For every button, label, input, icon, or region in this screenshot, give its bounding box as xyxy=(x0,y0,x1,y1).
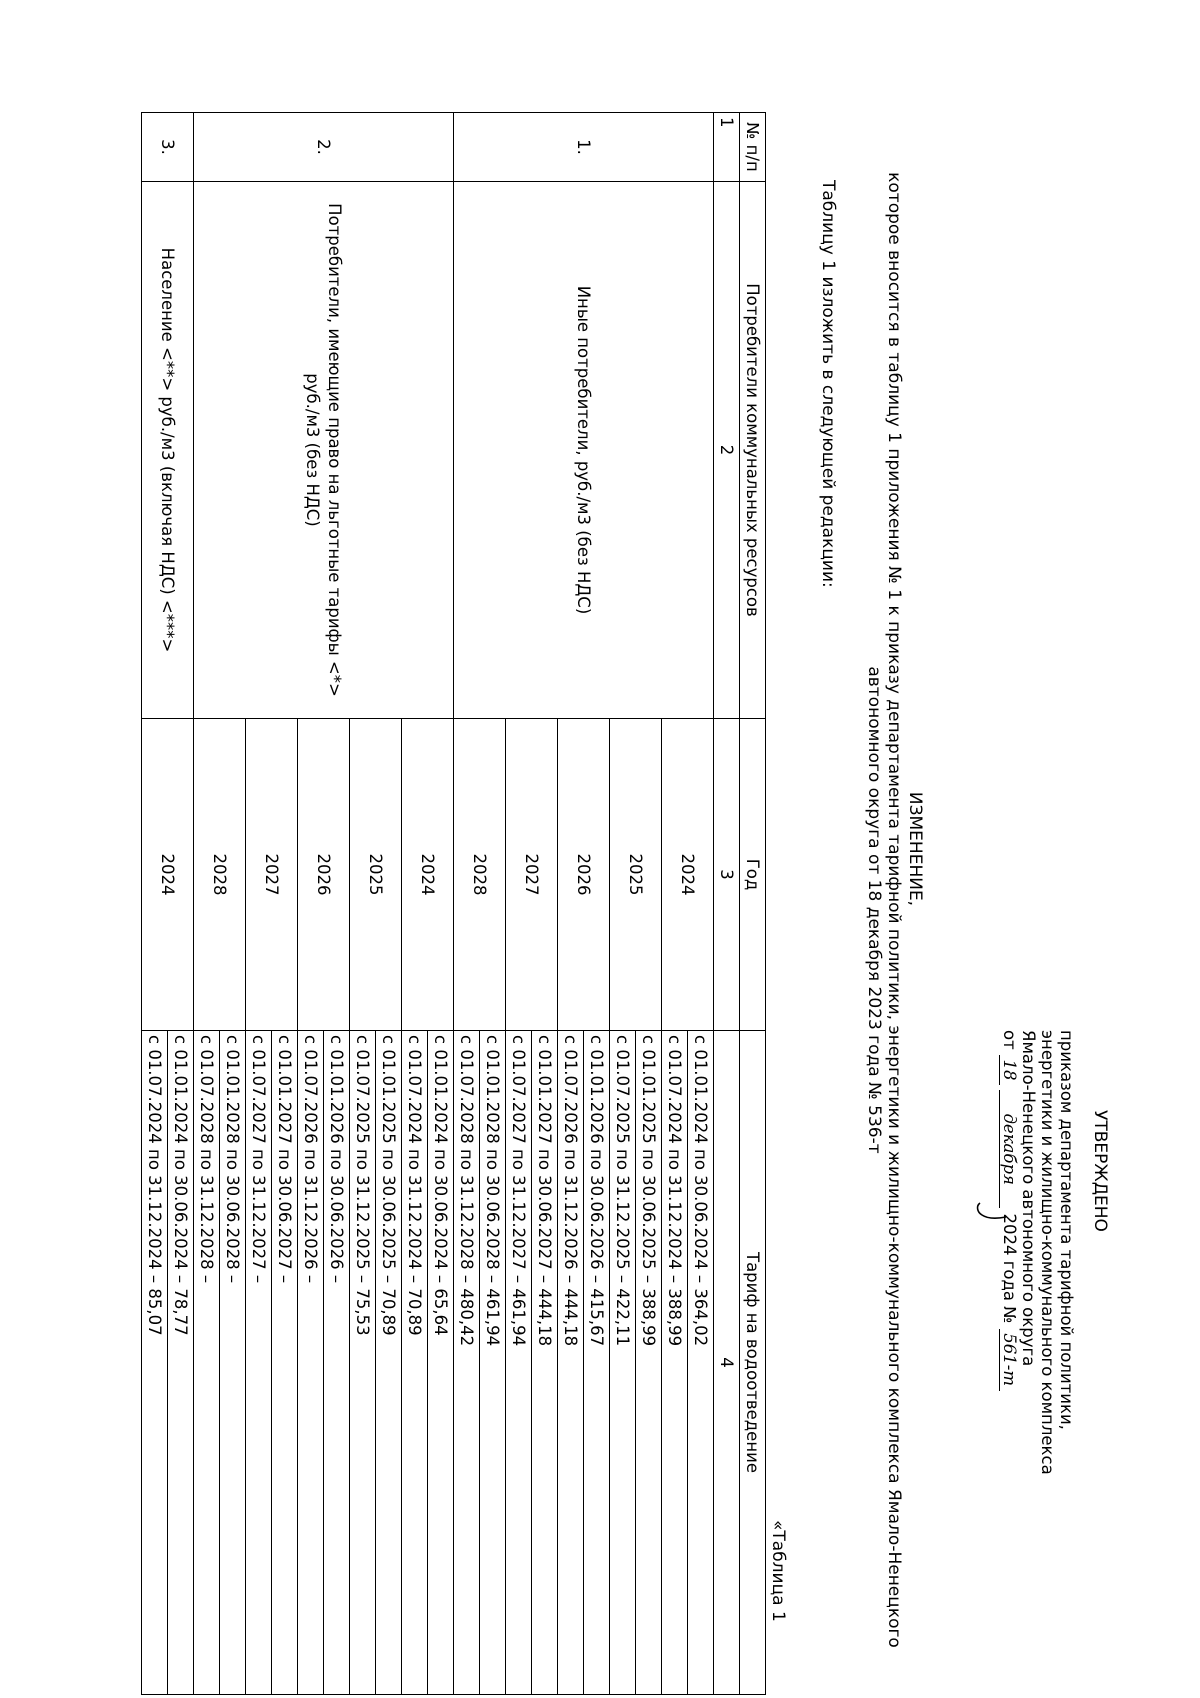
consumer-category: Иные потребители, руб./м3 (без НДС) xyxy=(454,182,714,719)
header-num: № п/п xyxy=(740,113,766,182)
approval-date-line xyxy=(999,1030,1019,1630)
approval-date-day: 18 xyxy=(999,1055,1019,1085)
approval-date-month: декабря xyxy=(999,1090,1019,1208)
header-year: Год xyxy=(740,719,766,1031)
row-number: 1. xyxy=(454,113,714,182)
header-consumers: Потребители коммунальных ресурсов xyxy=(740,182,766,719)
approval-title: УТВЕРЖДЕНО xyxy=(1090,1110,1110,1232)
approval-line: Ямало-Ненецкого автономного округа xyxy=(1018,1030,1038,1367)
tariff-year: 2025 xyxy=(610,719,662,1031)
tariff-period-value: с 01.01.2024 по 30.06.2024 – 65,64 xyxy=(428,1031,454,1695)
approval-line: приказом департамента тарифной политики, xyxy=(1056,1030,1076,1430)
approval-stamp-block xyxy=(999,1030,1110,1630)
approval-date-prefix: от xyxy=(999,1030,1019,1050)
tariff-period-value: с 01.07.2025 по 31.12.2025 – 75,53 xyxy=(350,1031,376,1695)
consumer-category: Население <**> руб./м3 (включая НДС) <***> xyxy=(142,182,194,719)
tariff-period-value: с 01.01.2024 по 30.06.2024 – 364,02 xyxy=(688,1031,714,1695)
tariff-period-value: с 01.07.2026 по 31.12.2026 – xyxy=(298,1031,324,1695)
tariff-year: 2027 xyxy=(246,719,298,1031)
tariff-period-value: с 01.07.2025 по 31.12.2025 – 422,11 xyxy=(610,1031,636,1695)
tariff-period-value: с 01.07.2026 по 31.12.2026 – 444,18 xyxy=(558,1031,584,1695)
table-row xyxy=(428,113,454,1695)
tariff-period-value: с 01.01.2024 по 30.06.2024 – 78,77 xyxy=(168,1031,194,1695)
tariff-period-value: с 01.01.2025 по 30.06.2025 – 388,99 xyxy=(636,1031,662,1695)
table-row xyxy=(688,113,714,1695)
row-number: 2. xyxy=(194,113,454,182)
tariff-period-value: с 01.07.2024 по 31.12.2024 – 85,07 xyxy=(142,1031,168,1695)
document-title: ИЗМЕНЕНИЕ, xyxy=(905,791,925,907)
column-number: 1 xyxy=(714,113,740,182)
tariff-year: 2028 xyxy=(194,719,246,1031)
tariff-year: 2026 xyxy=(558,719,610,1031)
table-caption: «Таблица 1 xyxy=(768,1520,788,1622)
tariff-year: 2024 xyxy=(662,719,714,1031)
column-number-row xyxy=(714,113,740,1695)
tariff-year: 2028 xyxy=(454,719,506,1031)
tariff-period-value: с 01.01.2026 по 30.06.2026 – 415,67 xyxy=(584,1031,610,1695)
table-row xyxy=(168,113,194,1695)
approval-order-number: 561-т xyxy=(999,1329,1019,1391)
column-number: 3 xyxy=(714,719,740,1031)
tariff-period-value: с 01.07.2028 по 31.12.2028 – xyxy=(194,1031,220,1695)
tariff-period-value: с 01.07.2024 по 31.12.2024 – 388,99 xyxy=(662,1031,688,1695)
tariff-period-value: с 01.07.2027 по 31.12.2027 – 461,94 xyxy=(506,1031,532,1695)
approval-date-year: 2024 года № xyxy=(999,1213,1019,1324)
row-number: 3. xyxy=(142,113,194,182)
tariff-period-value: с 01.01.2025 по 30.06.2025 – 70,89 xyxy=(376,1031,402,1695)
column-number: 2 xyxy=(714,182,740,719)
tariff-period-value: с 01.01.2028 по 30.06.2028 – 461,94 xyxy=(480,1031,506,1695)
signature-mark xyxy=(970,1195,1010,1235)
consumer-category: Потребители, имеющие право на льготные тарифы <*> руб./м3 (без НДС) xyxy=(194,182,454,719)
tariff-year: 2024 xyxy=(142,719,194,1031)
tariff-table xyxy=(141,112,766,1695)
intro-text: Таблицу 1 изложить в следующей редакции: xyxy=(818,180,838,588)
tariff-period-value: с 01.01.2027 по 30.06.2027 – 444,18 xyxy=(532,1031,558,1695)
document-subtitle: которое вносится в таблицу 1 приложения № 1 к приказу департамента тарифной политики, энергетики и жилищно-коммунального комплекса Ямало-Ненецкого автономного округа от 18 декабря 2023 года № 536-т xyxy=(863,172,904,1648)
tariff-year: 2025 xyxy=(350,719,402,1031)
tariff-period-value: с 01.07.2028 по 31.12.2028 – 480,42 xyxy=(454,1031,480,1695)
tariff-period-value: с 01.01.2026 по 30.06.2026 – xyxy=(324,1031,350,1695)
approval-line: энергетики и жилищно-коммунального комплекса xyxy=(1037,1030,1057,1475)
tariff-year: 2024 xyxy=(402,719,454,1031)
tariff-year: 2026 xyxy=(298,719,350,1031)
tariff-period-value: с 01.07.2027 по 31.12.2027 – xyxy=(246,1031,272,1695)
tariff-year: 2027 xyxy=(506,719,558,1031)
tariff-period-value: с 01.01.2028 по 30.06.2028 – xyxy=(220,1031,246,1695)
header-tariff: Тариф на водоотведение xyxy=(740,1031,766,1695)
tariff-period-value: с 01.07.2024 по 31.12.2024 – 70,89 xyxy=(402,1031,428,1695)
tariff-period-value: с 01.01.2027 по 30.06.2027 – xyxy=(272,1031,298,1695)
table-header-row xyxy=(740,113,766,1695)
column-number: 4 xyxy=(714,1031,740,1695)
